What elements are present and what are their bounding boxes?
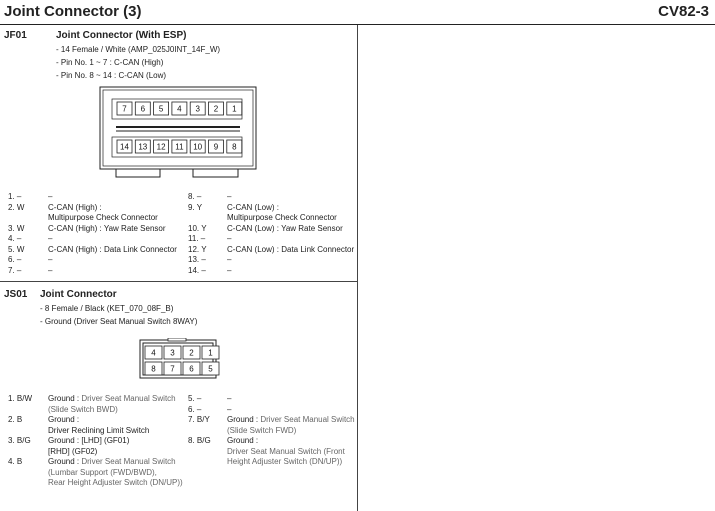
pin-number: 5. W — [8, 244, 25, 254]
js01-pin-desc-cont: [RHD] (GF02) — [48, 446, 98, 456]
js01-pin-desc: – — [227, 404, 232, 414]
pin-description: – — [227, 234, 232, 243]
pin-description: – — [227, 265, 232, 275]
pin-number-label: 7 — [122, 104, 127, 114]
js01-pin-desc-cont: Driver Reclining Limit Switch — [48, 425, 150, 435]
js01-pin-desc — [227, 415, 355, 426]
pin-number-label: 11 — [175, 142, 184, 152]
jf01-connector-diagram — [98, 85, 258, 181]
pin-description: C-CAN (Low) : — [227, 202, 280, 212]
section-divider — [0, 281, 357, 282]
js01-pin-desc: Ground : [LHD] (GF01) — [48, 436, 130, 445]
page-code: CV82-3 — [658, 3, 709, 20]
js01-pin-desc-cont: Rear Height Adjuster Switch (DN/UP)) — [48, 478, 183, 487]
js01-name: Joint Connector — [40, 289, 117, 300]
pin-number: 7. – — [8, 265, 22, 275]
pin-number: 3. W — [8, 223, 25, 233]
pin-number: 10. Y — [188, 223, 207, 233]
js01-pin-desc-cont: (Slide Switch BWD) — [48, 404, 118, 414]
js01-pin-no: 4. B — [8, 457, 23, 466]
pin-number: 8. – — [188, 192, 202, 201]
pin-number: 4. – — [8, 234, 22, 243]
js01-pin-target: Driver Seat Manual Switch — [79, 457, 176, 466]
page-title: Joint Connector (3) — [4, 3, 142, 20]
pin-description: – — [48, 255, 53, 264]
pin-number-label: 5 — [158, 104, 164, 114]
pin-description: – — [227, 255, 232, 264]
pin-description: Multipurpose Check Connector — [48, 213, 158, 222]
pin-number-label: 2 — [213, 104, 219, 114]
pin-number-label: 1 — [232, 104, 237, 114]
js01-pin-desc-cont: Height Adjuster Switch (DN/UP)) — [227, 457, 343, 466]
pin-number: 13. – — [188, 255, 206, 264]
jf01-specs — [56, 43, 220, 82]
js01-pin-desc — [48, 394, 176, 405]
pin-description: C-CAN (High) : Yaw Rate Sensor — [48, 223, 166, 233]
js01-pin-label: Ground : — [48, 394, 80, 403]
pin-description: Multipurpose Check Connector — [227, 213, 337, 222]
page-header — [0, 0, 715, 25]
js01-pin-desc-cont: (Lumbar Support (FWD/BWD), — [48, 467, 157, 477]
pin-number-label: 1 — [208, 348, 213, 358]
pin-number-label: 5 — [208, 364, 213, 374]
pin-description: – — [48, 234, 53, 243]
js01-pin-desc: Ground : — [48, 415, 80, 424]
pin-number-label: 3 — [170, 348, 175, 358]
pin-description: – — [48, 265, 53, 275]
pin-number: 9. Y — [188, 202, 203, 212]
js01-pin-no: 7. B/Y — [188, 415, 210, 424]
pin-description: – — [48, 192, 53, 201]
pin-number-label: 3 — [195, 104, 200, 114]
pin-number: 2. W — [8, 202, 25, 212]
pin-number-label: 10 — [193, 142, 203, 152]
js01-pin-desc — [48, 457, 176, 468]
jf01-spec-line: - Pin No. 1 ~ 7 : C-CAN (High) — [56, 58, 164, 67]
jf01-name: Joint Connector (With ESP) — [56, 30, 187, 41]
js01-spec-line: - Ground (Driver Seat Manual Switch 8WAY) — [40, 317, 198, 326]
jf01-spec-line: - Pin No. 8 ~ 14 : C-CAN (Low) — [56, 71, 167, 80]
js01-pin-desc: Ground : — [227, 436, 259, 445]
js01-pin-no: 1. B/W — [8, 394, 33, 403]
pin-number: 12. Y — [188, 244, 207, 254]
pin-number-label: 6 — [189, 364, 194, 374]
js01-pin-desc-cont: (Slide Switch FWD) — [227, 425, 297, 435]
pin-description: C-CAN (Low) : Data Link Connector — [227, 244, 355, 254]
js01-pin-no: 6. – — [188, 404, 202, 414]
js01-pin-no: 8. B/G — [188, 436, 211, 445]
pin-number-label: 14 — [120, 142, 129, 152]
pin-description: C-CAN (High) : — [48, 202, 102, 212]
js01-spec-line: - 8 Female / Black (KET_070_08F_B) — [40, 304, 174, 313]
js01-pin-label: Ground : — [227, 415, 259, 424]
js01-id: JS01 — [4, 289, 28, 300]
js01-pin-target: Driver Seat Manual Switch — [79, 394, 176, 403]
pin-description: – — [227, 192, 232, 201]
js01-pin-desc-cont: Driver Seat Manual Switch (Front — [227, 446, 345, 456]
pin-description: C-CAN (Low) : Yaw Rate Sensor — [227, 223, 343, 233]
pin-number-label: 6 — [140, 104, 146, 114]
pin-number-label: 12 — [156, 142, 166, 152]
jf01-spec-line: - 14 Female / White (AMP_025J0INT_14F_W) — [56, 45, 221, 54]
js01-pin-desc: – — [227, 394, 232, 403]
pin-number-label: 2 — [189, 348, 194, 358]
js01-pin-no: 2. B — [8, 415, 23, 424]
jf01-pin-table — [8, 192, 358, 275]
js01-pin-no: 5. – — [188, 394, 202, 403]
pin-number: 6. – — [8, 255, 22, 264]
pin-number-label: 4 — [177, 104, 182, 114]
pin-description: C-CAN (High) : Data Link Connector — [48, 244, 177, 254]
js01-connector-diagram — [138, 338, 220, 382]
js01-pin-label: Ground : — [48, 457, 80, 466]
pin-number-label: 8 — [151, 364, 156, 374]
js01-pin-no: 3. B/G — [8, 436, 31, 445]
pin-number-label: 8 — [232, 142, 237, 152]
pin-number: 14. – — [188, 265, 206, 275]
pin-number-label: 13 — [138, 142, 148, 152]
js01-pin-table — [8, 394, 358, 494]
js01-pin-target: Driver Seat Manual Switch — [258, 415, 355, 424]
pin-number-label: 4 — [151, 348, 156, 358]
js01-specs — [40, 302, 197, 328]
pin-number-label: 7 — [170, 364, 175, 374]
pin-number-label: 9 — [213, 142, 219, 152]
jf01-id: JF01 — [4, 30, 27, 41]
pin-number: 1. – — [8, 192, 22, 201]
pin-number: 11. – — [188, 234, 206, 243]
